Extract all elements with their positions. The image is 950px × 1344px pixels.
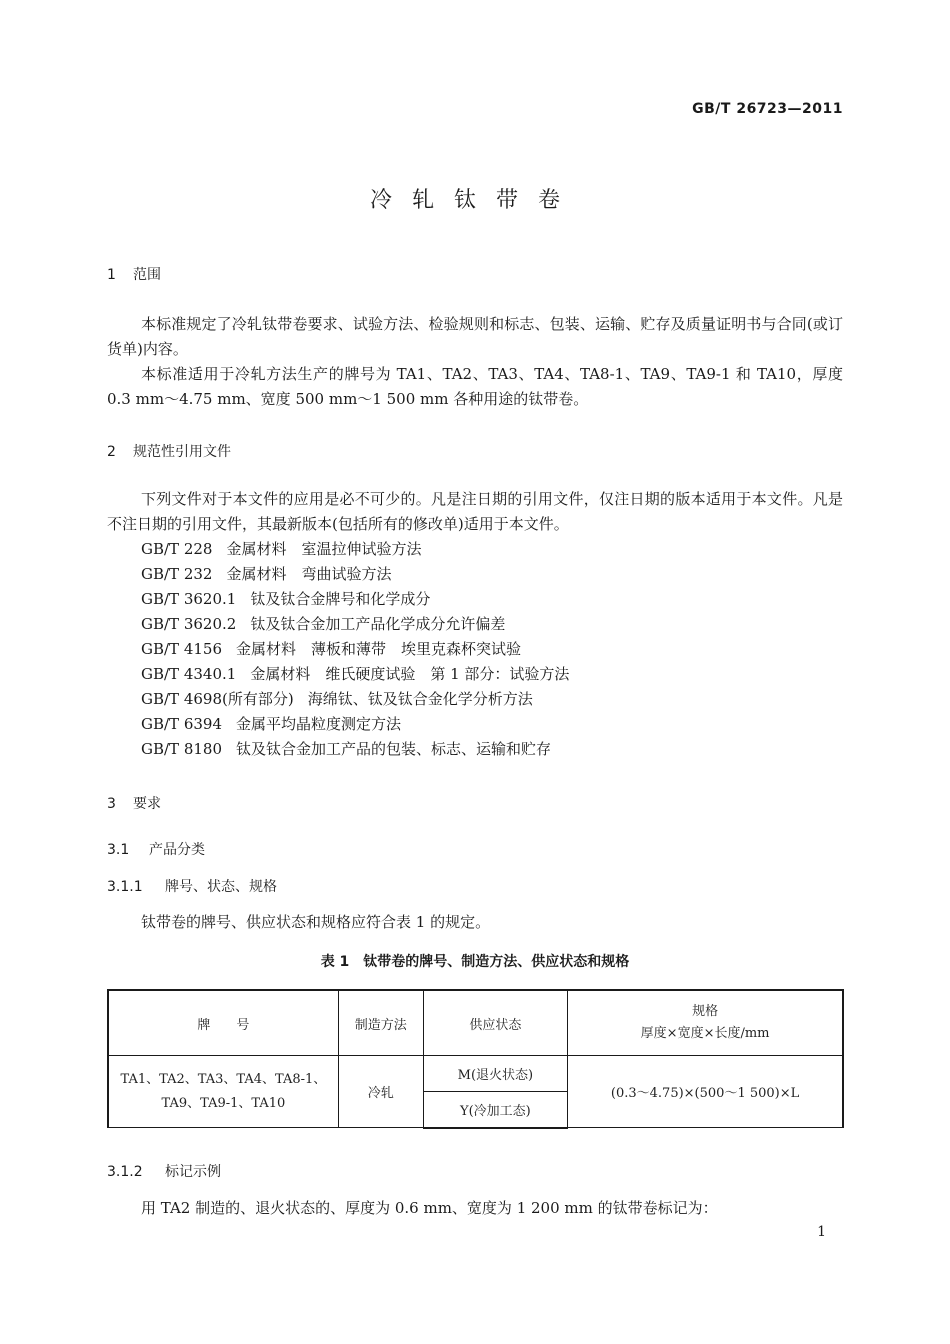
reference-code: GB/T 4698(所有部分) — [141, 690, 294, 708]
reference-title: 金属材料 维氏硬度试验 第 1 部分：试验方法 — [250, 665, 570, 683]
reference-title: 钛及钛合金加工产品的包装、标志、运输和贮存 — [236, 740, 552, 758]
reference-code: GB/T 228 — [141, 540, 213, 558]
section-title: 产品分类 — [149, 842, 205, 858]
reference-title: 金属材料 弯曲试验方法 — [226, 565, 392, 583]
table-row — [108, 1056, 843, 1092]
reference-title: 钛及钛合金牌号和化学成分 — [250, 590, 431, 608]
reference-item — [141, 687, 533, 712]
reference-item — [141, 737, 551, 762]
header-grade: 牌 号 — [108, 990, 338, 1056]
grade-line2: TA9、TA9-1、TA10 — [161, 1095, 286, 1111]
section-number: 1 — [107, 267, 116, 283]
paragraph: 本标准规定了冷轧钛带卷要求、试验方法、检验规则和标志、包装、运输、贮存及质量证明书与合同(或订货单)内容。 — [107, 315, 843, 358]
section-3-1-heading — [107, 839, 205, 859]
cell-spec: (0.3～4.75)×(500～1 500)×L — [568, 1056, 843, 1128]
section-number: 3 — [107, 796, 116, 812]
section-number: 3.1.1 — [107, 879, 143, 895]
header-spec-line1: 规格 — [692, 1004, 719, 1019]
reference-code: GB/T 3620.1 — [141, 590, 237, 608]
reference-code: GB/T 4156 — [141, 640, 223, 658]
section-3-heading — [107, 793, 161, 813]
section-3-1-1-body — [107, 910, 843, 935]
header-method: 制造方法 — [338, 990, 423, 1056]
cell-state-cold-worked: Y(冷加工态) — [423, 1092, 568, 1128]
reference-item — [141, 662, 569, 687]
reference-code: GB/T 4340.1 — [141, 665, 237, 683]
table-header-row — [108, 990, 843, 1056]
reference-item — [141, 587, 430, 612]
standard-code: GB/T 26723—2011 — [692, 101, 843, 117]
reference-item — [141, 612, 505, 637]
section-number: 2 — [107, 444, 116, 460]
reference-item — [141, 537, 421, 562]
reference-item — [141, 637, 521, 662]
cell-grade — [108, 1056, 338, 1128]
section-2-intro — [107, 487, 843, 537]
document-title: 冷轧钛带卷 — [369, 188, 580, 213]
cell-state-annealed: M(退火状态) — [423, 1056, 568, 1092]
paragraph: 钛带卷的牌号、供应状态和规格应符合表 1 的规定。 — [141, 913, 491, 931]
grade-line1: TA1、TA2、TA3、TA4、TA8-1、 — [120, 1071, 327, 1087]
reference-title: 金属平均晶粒度测定方法 — [236, 715, 402, 733]
paragraph: 用 TA2 制造的、退火状态的、厚度为 0.6 mm、宽度为 1 200 mm 的钛带卷标记为： — [141, 1199, 718, 1217]
reference-title: 金属材料 薄板和薄带 埃里克森杯突试验 — [236, 640, 522, 658]
section-number: 3.1.2 — [107, 1164, 143, 1180]
reference-item — [141, 562, 391, 587]
cell-method: 冷轧 — [338, 1056, 423, 1128]
section-title: 要求 — [133, 796, 161, 812]
section-3-1-1-heading — [107, 876, 277, 896]
section-title: 标记示例 — [165, 1164, 221, 1180]
section-1-heading — [107, 264, 161, 284]
reference-item — [141, 712, 401, 737]
page-number: 1 — [817, 1224, 826, 1240]
header-spec — [568, 990, 843, 1056]
section-title: 范围 — [133, 267, 161, 283]
section-title: 牌号、状态、规格 — [165, 879, 277, 895]
section-1-body — [107, 312, 843, 412]
section-3-1-2-body — [107, 1196, 843, 1221]
paragraph: 本标准适用于冷轧方法生产的牌号为 TA1、TA2、TA3、TA4、TA8-1、TA9、TA9-1 和 TA10，厚度0.3 mm～4.75 mm、宽度 500 mm～1 500 mm 各种用途的钛带卷。 — [107, 365, 843, 408]
reference-title: 金属材料 室温拉伸试验方法 — [226, 540, 422, 558]
reference-code: GB/T 232 — [141, 565, 213, 583]
section-2-heading — [107, 441, 231, 461]
reference-code: GB/T 3620.2 — [141, 615, 237, 633]
paragraph: 下列文件对于本文件的应用是必不可少的。凡是注日期的引用文件，仅注日期的版本适用于本文件。凡是不注日期的引用文件，其最新版本(包括所有的修改单)适用于本文件。 — [107, 490, 843, 533]
spec-table — [107, 989, 844, 1129]
section-title: 规范性引用文件 — [133, 444, 231, 460]
header-state: 供应状态 — [423, 990, 568, 1056]
section-3-1-2-heading — [107, 1161, 221, 1181]
reference-code: GB/T 6394 — [141, 715, 223, 733]
reference-code: GB/T 8180 — [141, 740, 223, 758]
section-number: 3.1 — [107, 842, 130, 858]
header-spec-line2: 厚度×宽度×长度/mm — [640, 1026, 770, 1041]
table-title: 表 1 钛带卷的牌号、制造方法、供应状态和规格 — [320, 954, 630, 970]
reference-title: 钛及钛合金加工产品化学成分允许偏差 — [250, 615, 506, 633]
reference-title: 海绵钛、钛及钛合金化学分析方法 — [307, 690, 533, 708]
